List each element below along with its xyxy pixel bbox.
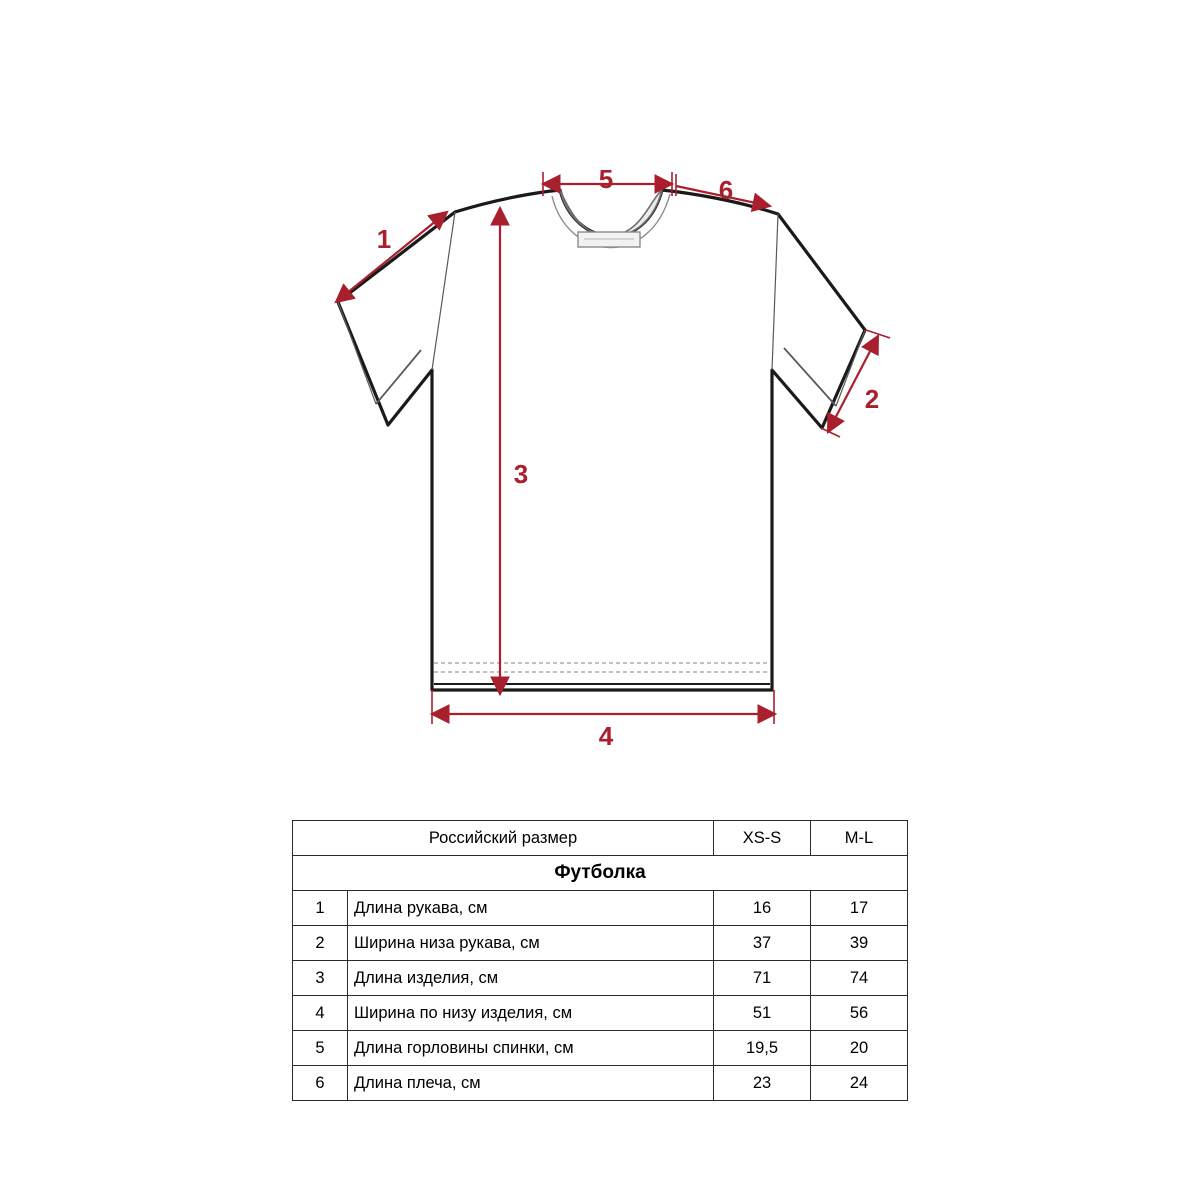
row-number: 4 <box>293 996 348 1031</box>
row-description: Длина изделия, см <box>348 961 714 996</box>
row-value-xs-s: 37 <box>714 926 811 961</box>
row-number: 5 <box>293 1031 348 1066</box>
row-description: Ширина по низу изделия, см <box>348 996 714 1031</box>
size-table <box>292 820 908 1101</box>
row-description: Длина рукава, см <box>348 891 714 926</box>
row-value-m-l: 56 <box>811 996 908 1031</box>
tshirt-outline <box>338 190 865 690</box>
dimension-label-4: 4 <box>598 721 614 751</box>
header-col-xs-s: XS-S <box>714 821 811 856</box>
row-number: 2 <box>293 926 348 961</box>
table-row <box>293 961 908 996</box>
row-value-m-l: 24 <box>811 1066 908 1101</box>
row-value-m-l: 17 <box>811 891 908 926</box>
row-value-m-l: 20 <box>811 1031 908 1066</box>
table-title-row <box>293 856 908 891</box>
row-description: Длина горловины спинки, см <box>348 1031 714 1066</box>
row-value-xs-s: 71 <box>714 961 811 996</box>
table-row <box>293 926 908 961</box>
size-table-container <box>292 820 908 1101</box>
row-value-xs-s: 16 <box>714 891 811 926</box>
dimension-label-5: 5 <box>598 164 614 194</box>
dimension-label-1: 1 <box>376 224 392 254</box>
header-col-m-l: M-L <box>811 821 908 856</box>
row-value-m-l: 74 <box>811 961 908 996</box>
table-row <box>293 891 908 926</box>
table-row <box>293 996 908 1031</box>
table-header-row <box>293 821 908 856</box>
table-row <box>293 1066 908 1101</box>
row-value-xs-s: 23 <box>714 1066 811 1101</box>
dimension-label-6: 6 <box>718 175 734 205</box>
table-title: Футболка <box>293 856 908 891</box>
row-number: 1 <box>293 891 348 926</box>
row-number: 3 <box>293 961 348 996</box>
table-row <box>293 1031 908 1066</box>
dimension-label-2: 2 <box>864 384 880 414</box>
row-description: Ширина низа рукава, см <box>348 926 714 961</box>
dimension-label-3: 3 <box>513 459 529 489</box>
row-value-m-l: 39 <box>811 926 908 961</box>
row-number: 6 <box>293 1066 348 1101</box>
row-description: Длина плеча, см <box>348 1066 714 1101</box>
row-value-xs-s: 51 <box>714 996 811 1031</box>
row-value-xs-s: 19,5 <box>714 1031 811 1066</box>
header-size-label: Российский размер <box>293 821 714 856</box>
